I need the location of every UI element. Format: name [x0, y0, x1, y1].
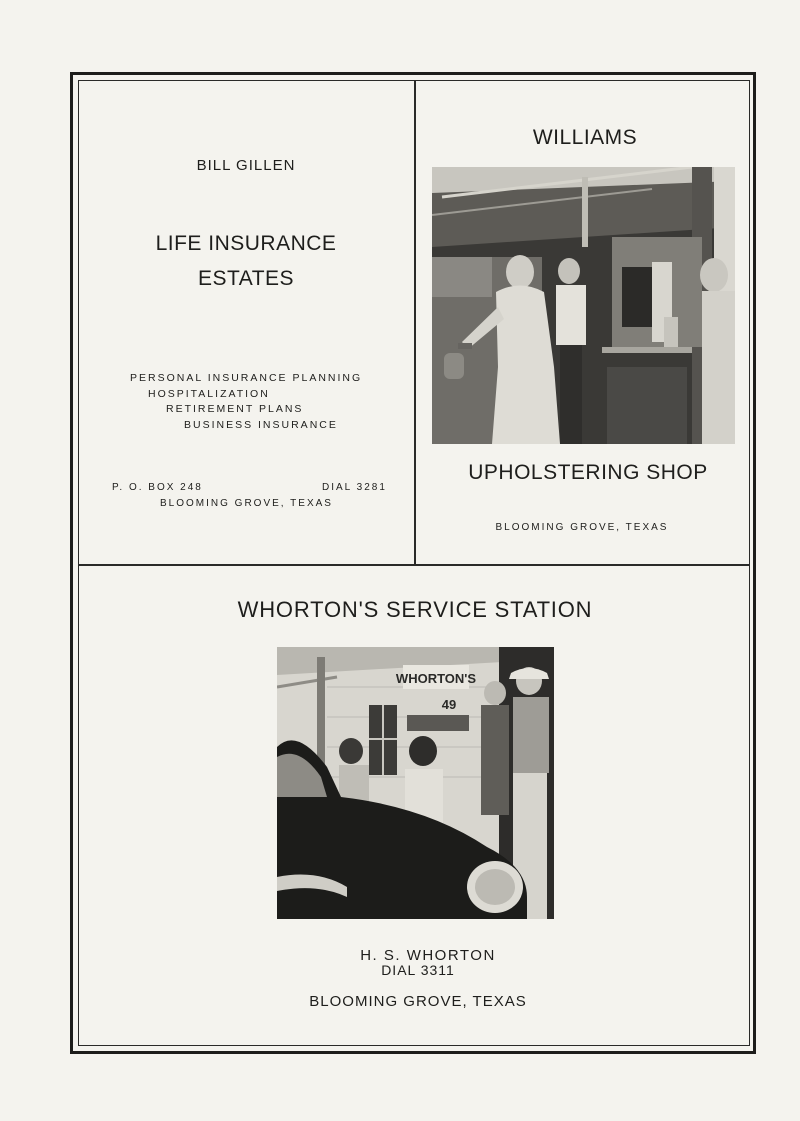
station-sign-number: 49 — [441, 697, 457, 712]
service-station-photo — [277, 647, 554, 919]
vertical-divider — [414, 80, 416, 565]
business-name: WILLIAMS — [532, 126, 638, 149]
service-item: HOSPITALIZATION — [148, 388, 270, 400]
city-line: BLOOMING GROVE, TEXAS — [495, 522, 669, 533]
city-line: BLOOMING GROVE, TEXAS — [160, 498, 333, 509]
owner-name: H. S. WHORTON — [360, 947, 496, 964]
ad-headline-line1: LIFE INSURANCE — [155, 232, 337, 255]
phone-dial: DIAL 3311 — [381, 962, 455, 978]
ad-headline-line2: ESTATES — [197, 267, 295, 290]
service-item: BUSINESS INSURANCE — [184, 419, 338, 431]
city-line: BLOOMING GROVE, TEXAS — [309, 993, 527, 1010]
po-box: P. O. BOX 248 — [112, 482, 203, 493]
station-sign-text: WHORTON'S — [395, 671, 477, 686]
phone-dial: DIAL 3281 — [322, 482, 387, 493]
business-name: WHORTON'S SERVICE STATION — [237, 597, 593, 622]
service-item: RETIREMENT PLANS — [166, 403, 304, 415]
agent-name: BILL GILLEN — [196, 157, 296, 174]
upholstery-shop-photo — [432, 167, 735, 444]
business-type: UPHOLSTERING SHOP — [468, 461, 708, 484]
horizontal-divider — [78, 564, 750, 566]
service-item: PERSONAL INSURANCE PLANNING — [130, 372, 363, 384]
